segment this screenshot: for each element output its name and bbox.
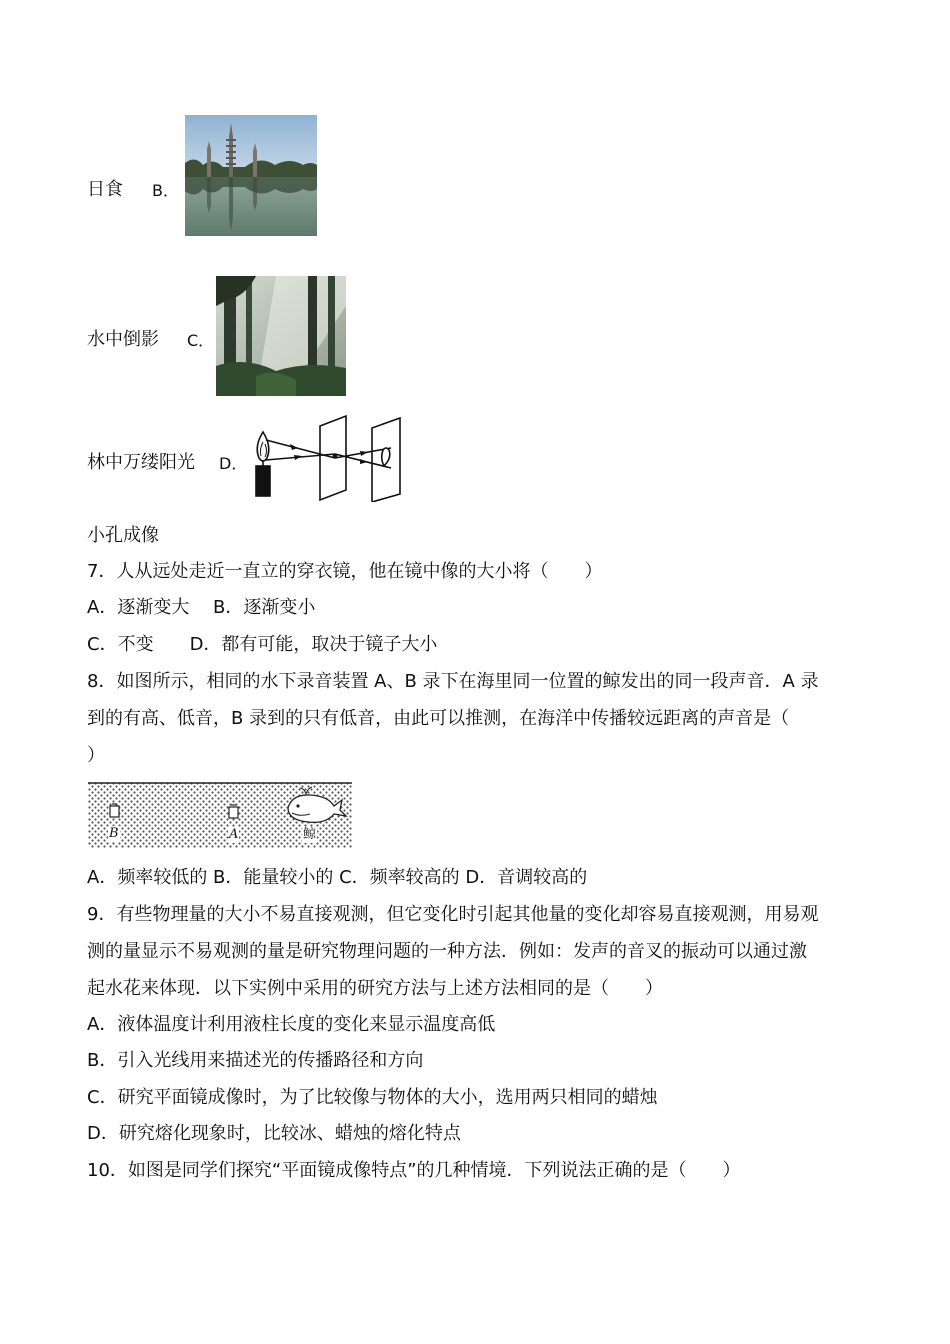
recorder-a-label: A bbox=[229, 827, 239, 842]
q8-stem-line2: 到的有高、低音，B 录到的只有低音，由此可以推测，在海洋中传播较远距离的声音是（ bbox=[87, 708, 790, 729]
q7-options-cd: C．不变 D．都有可能，取决于镜子大小 bbox=[87, 634, 438, 655]
underwater-recording-figure bbox=[88, 782, 352, 848]
q9-option-b: B．引入光线用来描述光的传播路径和方向 bbox=[87, 1050, 424, 1071]
q8-stem-line1: 8．如图所示，相同的水下录音装置 A、B 录下在海里同一位置的鲸发出的同一段声音．A 录 bbox=[87, 671, 819, 692]
q6-option-d-label: 小孔成像 bbox=[87, 525, 159, 546]
q6-option-c-letter: C． bbox=[187, 331, 215, 350]
q6-option-d-letter: D． bbox=[219, 454, 248, 473]
whale-label: 鲸 bbox=[303, 827, 317, 842]
q9-option-a: A．液体温度计利用液柱长度的变化来显示温度高低 bbox=[87, 1014, 496, 1035]
q10-stem: 10．如图是同学们探究“平面镜成像特点”的几种情境．下列说法正确的是（ ） bbox=[87, 1160, 741, 1181]
q6-option-a-label: 日食 bbox=[87, 179, 123, 200]
q9-option-c: C．研究平面镜成像时，为了比较像与物体的大小，选用两只相同的蜡烛 bbox=[87, 1087, 658, 1108]
q8-options: A．频率较低的 B．能量较小的 C．频率较高的 D．音调较高的 bbox=[87, 867, 588, 888]
recorder-b-label: B bbox=[109, 826, 119, 841]
q8-stem-line3: ） bbox=[87, 745, 105, 766]
pinhole-imaging-diagram bbox=[250, 414, 410, 502]
q9-stem-line3: 起水花来体现．以下实例中采用的研究方法与上述方法相同的是（ ） bbox=[87, 978, 663, 999]
q7-options-ab: A．逐渐变大 B．逐渐变小 bbox=[87, 597, 316, 618]
q6-option-c-label: 林中万缕阳光 bbox=[87, 452, 195, 473]
forest-sunlight-image bbox=[216, 276, 346, 396]
q6-option-b-letter: B． bbox=[152, 181, 179, 200]
q9-option-d: D．研究熔化现象时，比较冰、蜡烛的熔化特点 bbox=[87, 1123, 461, 1144]
pagoda-reflection-image bbox=[185, 115, 317, 236]
q6-option-b-label: 水中倒影 bbox=[87, 329, 159, 350]
q9-stem-line1: 9．有些物理量的大小不易直接观测，但它变化时引起其他量的变化却容易直接观测，用易观 bbox=[87, 904, 819, 925]
q9-stem-line2: 测的量显示不易观测的量是研究物理问题的一种方法．例如：发声的音叉的振动可以通过激 bbox=[87, 941, 807, 962]
q7-stem: 7．人从远处走近一直立的穿衣镜，他在镜中像的大小将（ ） bbox=[87, 561, 603, 582]
